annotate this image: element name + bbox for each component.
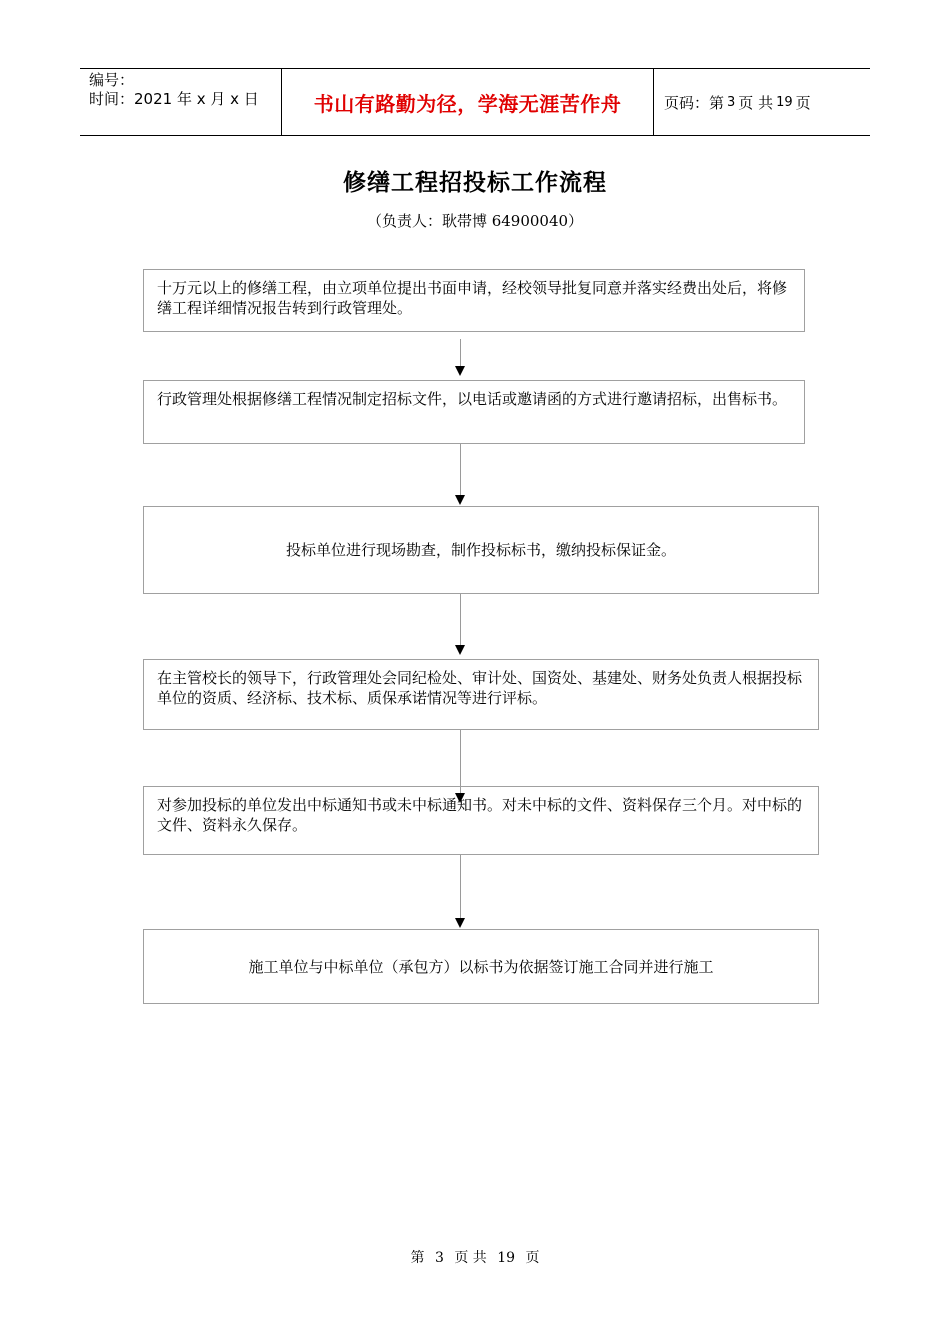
page-suffix: 页 <box>795 93 811 112</box>
arrow-down-icon <box>455 366 465 376</box>
document-time-label: 时间：2021 年 x 月 x 日 <box>89 90 259 108</box>
flow-step-1-text: 十万元以上的修缮工程，由立项单位提出书面申请，经校领导批复同意并落实经费出处后，将修缮工程详细情况报告转到行政管理处。 <box>157 279 788 317</box>
flow-step-1 <box>143 269 805 332</box>
flow-step-3 <box>143 506 819 594</box>
page-current: 3 <box>727 94 736 110</box>
arrow-down-icon <box>455 645 465 655</box>
footer-prefix: 第 <box>410 1250 425 1266</box>
arrow-down-icon <box>455 495 465 505</box>
page-footer <box>0 1247 950 1267</box>
header-page-info <box>654 69 870 135</box>
footer-total: 19 <box>497 1250 516 1266</box>
page-middle: 页 共 <box>738 93 774 112</box>
arrow-down-icon <box>455 918 465 928</box>
connector-line-3 <box>460 594 461 645</box>
page-total: 19 <box>776 94 793 110</box>
connector-line-4 <box>460 730 461 793</box>
footer-middle: 页 共 <box>454 1250 487 1266</box>
flow-step-6 <box>143 929 819 1004</box>
flow-step-3-text: 投标单位进行现场勘查，制作投标标书，缴纳投标保证金。 <box>285 541 676 559</box>
flow-step-6-text: 施工单位与中标单位（承包方）以标书为依据签订施工合同并进行施工 <box>248 957 714 976</box>
page-prefix: 页码：第 <box>664 93 725 112</box>
flow-step-5-text: 对参加投标的单位发出中标通知书或未中标通知书。对未中标的文件、资料保存三个月。对中标的文件、资料永久保存。 <box>157 796 803 834</box>
flow-step-4 <box>143 659 819 730</box>
page-header <box>80 68 870 136</box>
header-motto-cell <box>281 69 654 135</box>
flow-step-2-text: 行政管理处根据修缮工程情况制定招标文件，以电话或邀请函的方式进行邀请招标，出售标书。 <box>157 390 788 408</box>
flow-step-5 <box>143 786 819 855</box>
connector-line-1 <box>460 339 461 366</box>
connector-line-5 <box>460 855 461 918</box>
footer-current: 3 <box>434 1250 444 1266</box>
flow-step-4-text: 在主管校长的领导下，行政管理处会同纪检处、审计处、国资处、基建处、财务处负责人根据投标单位的资质、经济标、技术标、质保承诺情况等进行评标。 <box>157 669 803 707</box>
header-info <box>80 69 281 135</box>
document-title: 修缮工程招投标工作流程 <box>343 169 607 196</box>
header-motto: 书山有路勤为径，学海无涯苦作舟 <box>313 91 622 116</box>
document-number-label: 编号： <box>89 71 135 89</box>
connector-line-2 <box>460 444 461 495</box>
flow-step-2 <box>143 380 805 444</box>
document-subtitle: （负责人：耿帯博 64900040） <box>366 212 584 230</box>
footer-suffix: 页 <box>525 1250 540 1266</box>
